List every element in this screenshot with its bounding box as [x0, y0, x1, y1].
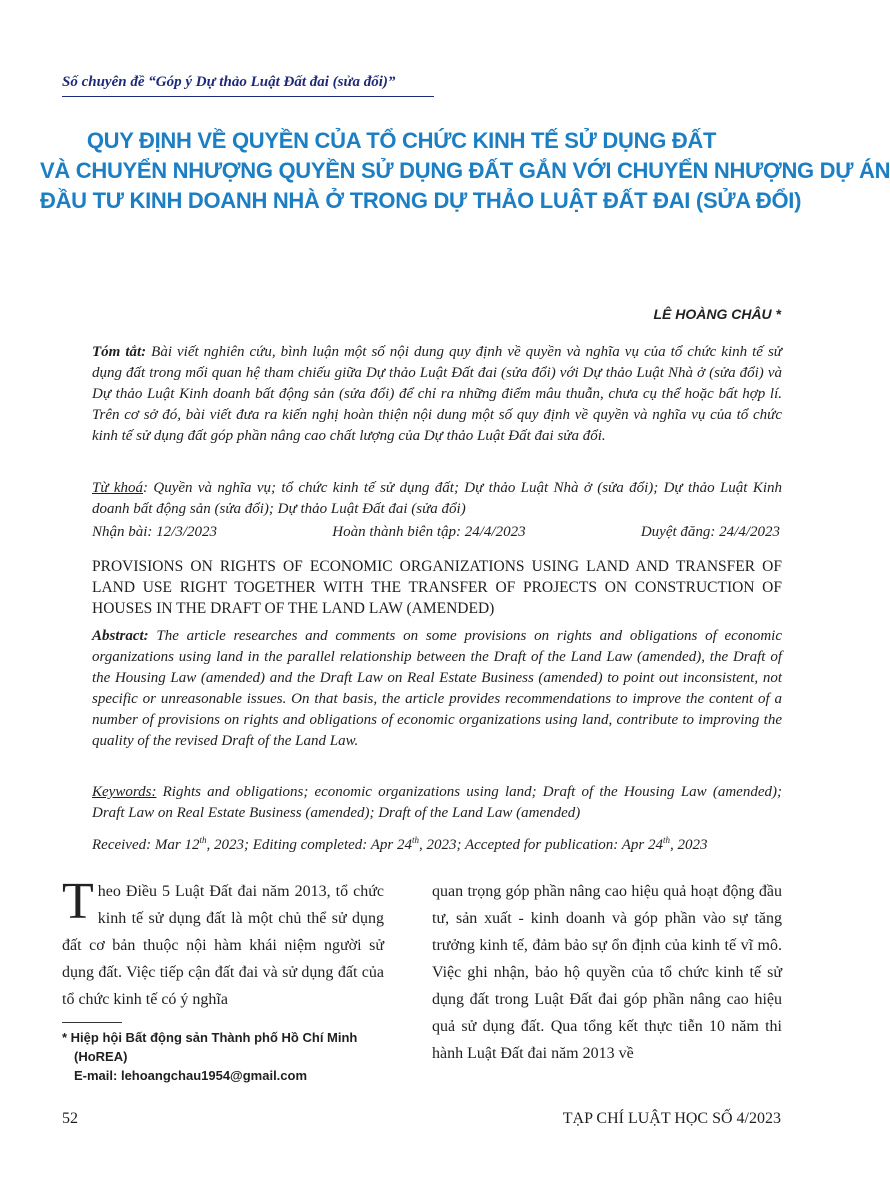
vi-keywords-text: : Quyền và nghĩa vụ; tổ chức kinh tế sử dụng đất; Dự thảo Luật Nhà ở (sửa đổi); Dự thảo Luật Kinh doanh bất động sản (sửa đổi); Dự thảo Luật Đất đai (sửa đổi): [92, 480, 782, 517]
author-footnote: [62, 1028, 392, 1085]
title-line-3: ĐẦU TƯ KINH DOANH NHÀ Ở TRONG DỰ THẢO LUẬT ĐẤT ĐAI (SỬA ĐỔI): [40, 188, 802, 213]
footnote-affiliation-abbr: (HoREA): [74, 1049, 128, 1064]
vi-summary-text: Bài viết nghiên cứu, bình luận một số nội dung quy định về quyền và nghĩa vụ của tổ chức kinh tế sử dụng đất trong mối quan hệ tham chiếu giữa Dự thảo Luật Đất đai (sửa đổi) với Dự thảo Luật Nhà ở (sửa đổi) và Dự thảo Luật Kinh doanh bất động sản (sửa đổi) để chỉ ra những điểm mâu thuẫn, chưa cụ thể hoặc bất hợp lí. Trên cơ sở đó, bài viết đưa ra kiến nghị hoàn thiện nội dung một số quy định về quyền và nghĩa vụ của tổ chức kinh tế sử dụng đất góp phần nâng cao chất lượng của Dự thảo Luật Đất đai sửa đổi.: [92, 344, 782, 444]
vi-keywords: [92, 478, 782, 520]
page-number: 52: [62, 1110, 78, 1127]
body-column-left: [62, 873, 384, 1013]
en-accepted: , 2023; Accepted for publication: Apr 24: [419, 837, 664, 853]
footnote-divider: [62, 1022, 122, 1023]
issue-series-label: Số chuyên đề “Góp ý Dự thảo Luật Đất đai (sửa đổi)”: [62, 74, 396, 90]
article-title: [40, 126, 890, 216]
series-underline: [62, 96, 434, 97]
english-title: PROVISIONS ON RIGHTS OF ECONOMIC ORGANIZATIONS USING LAND AND TRANSFER OF LAND USE RIGHT TOGETHER WITH THE TRANSFER OF PROJECTS ON CONSTRUCTION OF HOUSES IN THE DRAFT OF THE LAND LAW (AMENDED): [92, 558, 782, 617]
en-abstract-text: The article researches and comments on some provisions on rights and obligations of economic organizations using land in the parallel relationship between the Draft of the Land Law (amended), the Draft of the Housing Law (amended) and the Draft Law on Real Estate Business (amended) to point out inconsistent, not specific or unreasonable issues. On that basis, the article provides recommendations to improve the content of a number of provisions on rights and obligations of economic organizations using land, contribute to improving the quality of the revised Draft of the Land Law.: [92, 628, 782, 749]
en-keywords: [92, 782, 782, 824]
title-line-1: QUY ĐỊNH VỀ QUYỀN CỦA TỔ CHỨC KINH TẾ SỬ DỤNG ĐẤT: [86, 128, 717, 153]
en-keywords-label: Keywords:: [92, 784, 157, 800]
en-received: Received: Mar 12: [92, 837, 200, 853]
en-editing-sup: th: [412, 835, 420, 845]
en-abstract: [92, 626, 782, 752]
en-editing: , 2023; Editing completed: Apr 24: [206, 837, 412, 853]
footnote-affiliation: * Hiệp hội Bất động sản Thành phố Hồ Chí Minh: [62, 1030, 358, 1045]
en-abstract-label: Abstract:: [92, 628, 149, 644]
vi-summary: [92, 342, 782, 447]
footnote-email: E-mail: lehoangchau1954@gmail.com: [74, 1068, 308, 1083]
en-year: , 2023: [670, 837, 708, 853]
author-name: LÊ HOÀNG CHÂU *: [653, 306, 781, 322]
en-keywords-text: Rights and obligations; economic organizations using land; Draft of the Housing Law (amended); Draft Law on Real Estate Business (amended); Draft of the Land Law (amended): [92, 784, 782, 821]
body-column-right: quan trọng góp phần nâng cao hiệu quả hoạt động đầu tư, sản xuất - kinh doanh và góp phần vào sự tăng trưởng kinh tế, đảm bảo sự ổn định của kinh tế vĩ mô. Việc ghi nhận, bảo hộ quyền của tổ chức kinh tế sử dụng đất trong Luật Đất đai góp phần nâng cao hiệu quả sử dụng đất. Qua tổng kết thực tiễn 10 năm thi hành Luật Đất đai năm 2013 về: [432, 883, 782, 1062]
title-line-2: VÀ CHUYỂN NHƯỢNG QUYỀN SỬ DỤNG ĐẤT GẮN VỚI CHUYỂN NHƯỢNG DỰ ÁN: [40, 158, 890, 183]
en-dates: [92, 830, 782, 856]
vi-summary-label: Tóm tắt:: [92, 344, 147, 360]
vi-edited-date: Hoàn thành biên tập: 24/4/2023: [332, 524, 526, 540]
vi-accepted-date: Duyệt đăng: 24/4/2023: [640, 524, 780, 540]
en-received-sup: th: [199, 835, 207, 845]
en-accepted-sup: th: [663, 835, 671, 845]
vi-dates: [92, 524, 780, 541]
vi-keywords-label: Từ khoá: [92, 480, 144, 496]
body-text-left: heo Điều 5 Luật Đất đai năm 2013, tổ chức kinh tế sử dụng đất là một chủ thể sử dụng đất cơ bản thuộc nội hàm khái niệm người sử dụng đất. Việc tiếp cận đất đai và sử dụng đất của tổ chức kinh tế có ý nghĩa: [62, 883, 384, 1008]
drop-cap: T: [62, 873, 94, 930]
journal-name: TẠP CHÍ LUẬT HỌC SỐ 4/2023: [562, 1110, 781, 1127]
vi-received-date: Nhận bài: 12/3/2023: [92, 524, 218, 540]
